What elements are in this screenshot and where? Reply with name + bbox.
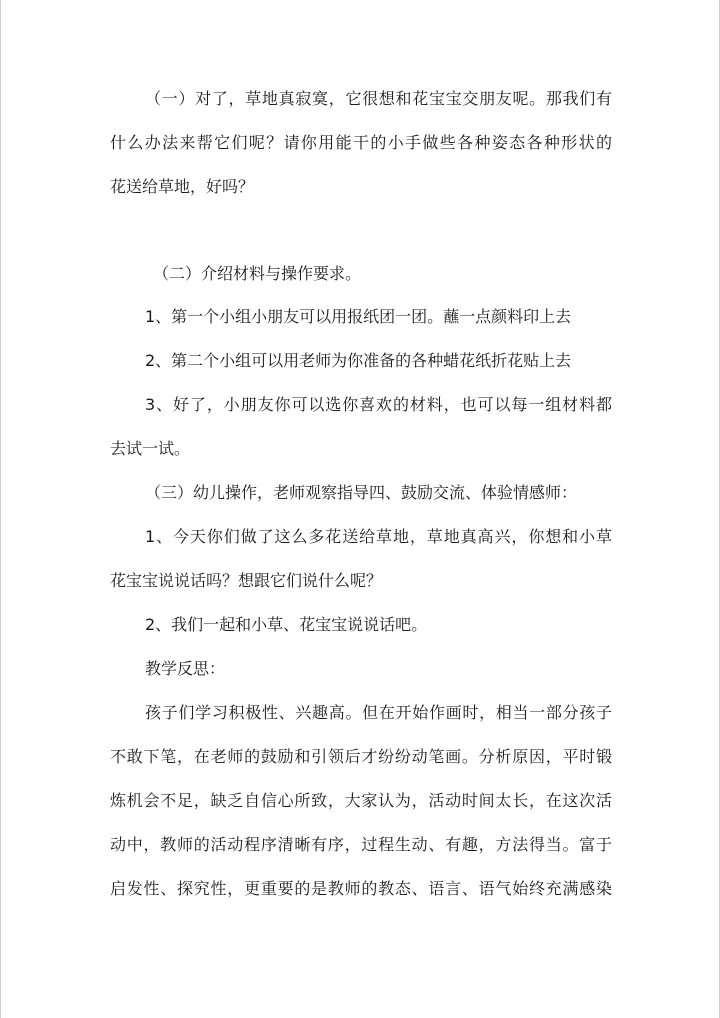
text-line: 1、第一个小组小朋友可以用报纸团一团。蘸一点颜料印上去 bbox=[145, 307, 572, 326]
text-line: 炼机会不足，缺乏自信心所致，大家认为，活动时间太长，在这次活 bbox=[110, 791, 612, 810]
section-heading: （二）介绍材料与操作要求。 bbox=[153, 264, 362, 283]
section-heading: 教学反思： bbox=[145, 659, 226, 678]
text-line: 什么办法来帮它们呢？请你用能干的小手做些各种姿态各种形状的 bbox=[110, 133, 612, 152]
section-heading: （三）幼儿操作，老师观察指导四、鼓励交流、体验情感师： bbox=[145, 483, 578, 502]
text-line: 2、第二个小组可以用老师为你准备的各种蜡花纸折花贴上去 bbox=[145, 351, 572, 370]
text-line: 3、好了，小朋友你可以选你喜欢的材料，也可以每一组材料都 bbox=[145, 395, 612, 414]
text-line: 花宝宝说说话吗？想跟它们说什么呢？ bbox=[110, 571, 383, 590]
text-line: （一）对了，草地真寂寞，它很想和花宝宝交朋友呢。那我们有 bbox=[145, 89, 612, 108]
text-line: 动中，教师的活动程序清晰有序，过程生动、有趣，方法得当。富于 bbox=[110, 835, 612, 854]
text-line: 1、今天你们做了这么多花送给草地，草地真高兴，你想和小草 bbox=[145, 527, 612, 546]
text-line: 启发性、探究性，更重要的是教师的教态、语言、语气始终充满感染 bbox=[110, 879, 612, 898]
page-border-left bbox=[0, 0, 1, 1018]
text-line: 2、我们一起和小草、花宝宝说说话吧。 bbox=[145, 615, 428, 634]
text-line: 去试一试。 bbox=[110, 439, 191, 458]
text-line: 花送给草地，好吗？ bbox=[110, 177, 255, 196]
text-line: 不敢下笔，在老师的鼓励和引领后才纷纷动笔画。分析原因，平时锻 bbox=[110, 747, 612, 766]
text-line: 孩子们学习积极性、兴趣高。但在开始作画时，相当一部分孩子 bbox=[145, 703, 612, 722]
